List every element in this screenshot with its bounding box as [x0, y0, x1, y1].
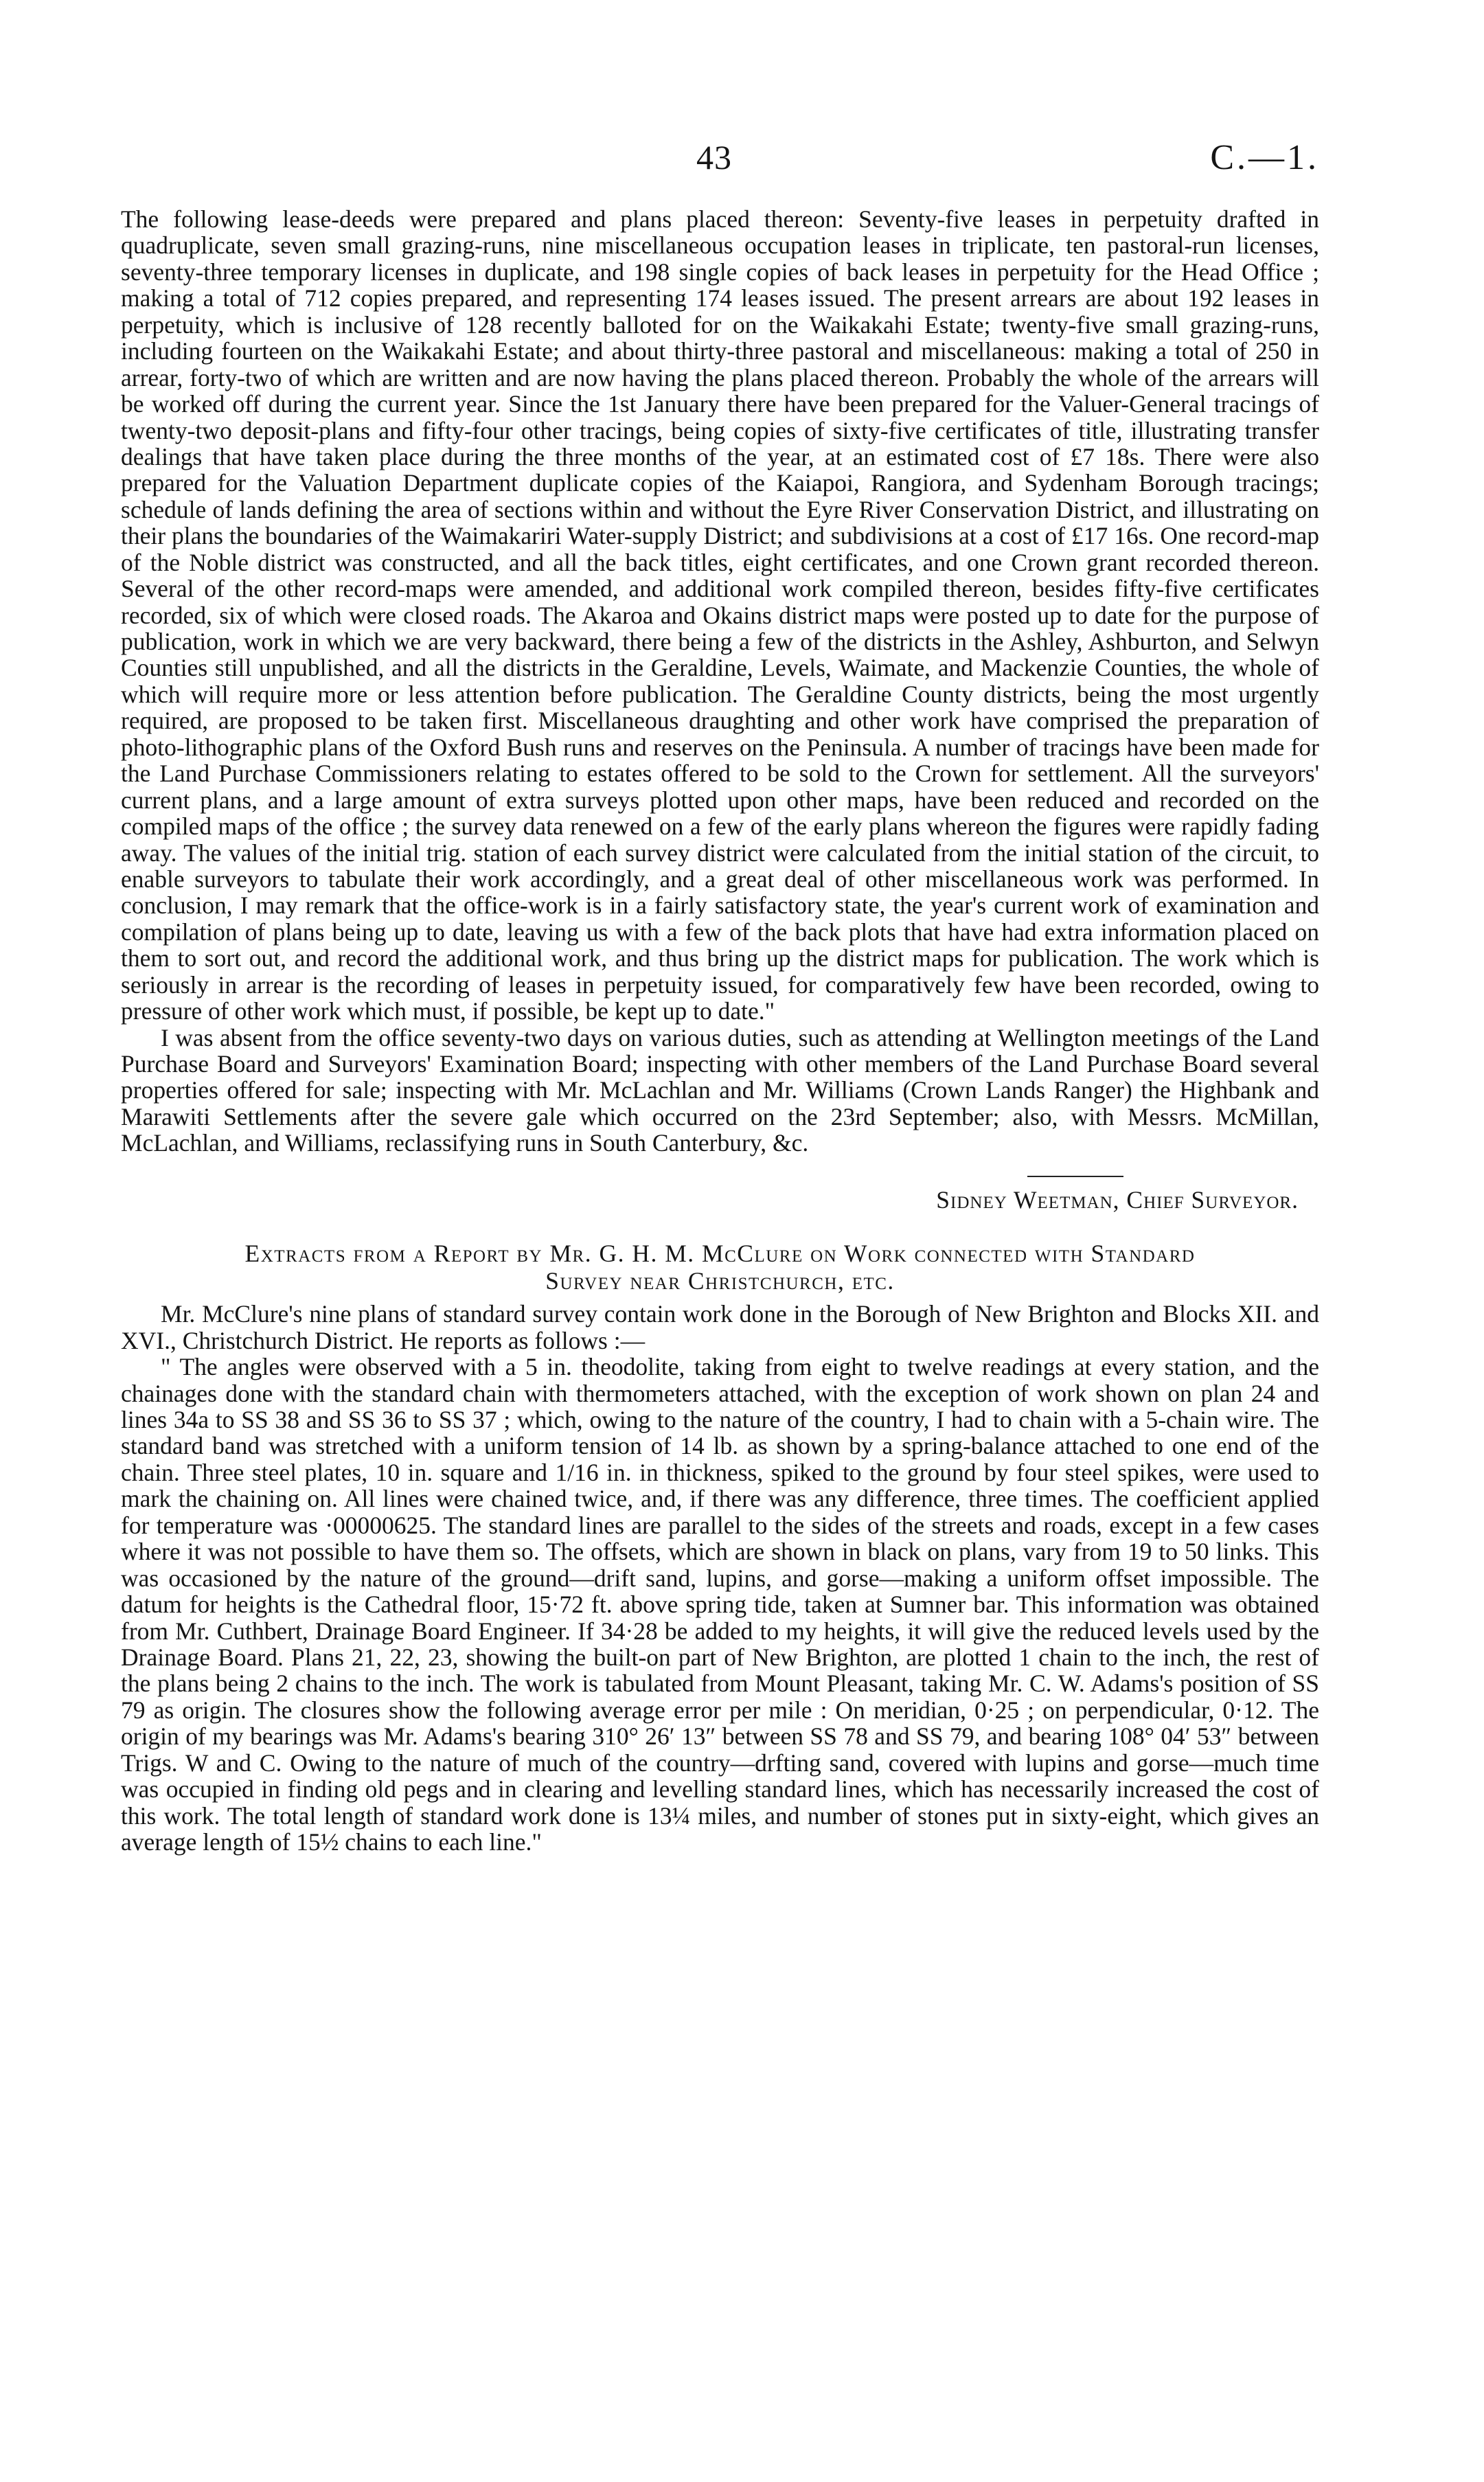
signature-rule-line [121, 1161, 1319, 1187]
horizontal-rule [1027, 1176, 1123, 1177]
signature: Sidney Weetman, Chief Surveyor. [936, 1186, 1299, 1214]
paragraph-mcclure-report: " The angles were observed with a 5 in. theodolite, taking from eight to twelve readings at every station, and the chainages done with the standard chain with thermometers attached, with the exception of work shown on plan 24 and lines 34a to SS 38 and SS 36 to SS 37 ; which, owing to the nature of the country, I had to chain with a 5-chain wire. The standard band was stretched with a uniform tension of 14 lb. as shown by a spring-balance attached to one end of the chain. Three steel plates, 10 in. square and 1/16 in. in thickness, spiked to the ground by four steel spikes, were used to mark the chaining on. All lines were chained twice, and, if there was any difference, three times. The coefficient applied for temperature was ·00000625. The standard lines are parallel to the sides of the streets and roads, except in a few cases where it was not possible to have them so. The offsets, which are shown in black on plans, vary from 19 to 50 links. This was occasioned by the nature of the ground—drift sand, lupins, and gorse—making a uniform offset impossible. The datum for heights is the Cathedral floor, 15·72 ft. above spring tide, taken at Sumner bar. This information was obtained from Mr. Cuthbert, Drainage Board Engineer. If 34·28 be added to my heights, it will give the reduced levels used by the Drainage Board. Plans 21, 22, 23, showing the built-on part of New Brighton, are plotted 1 chain to the inch, the rest of the plans being 2 chains to the inch. The work is tabulated from Mount Pleasant, taking Mr. C. W. Adams's position of SS 79 as origin. The closures show the following average error per mile : On meridian, 0·25 ; on perpendicular, 0·12. The origin of my bearings was Mr. Adams's bearing 310° 26′ 13″ between SS 78 and SS 79, and bearing 108° 04′ 53″ between Trigs. W and C. Owing to the nature of much of the country—drfting sand, covered with lupins and gorse—much time was occupied in finding old pegs and in clearing and levelling standard lines, which has necessarily increased the cost of this work. The total length of standard work done is 13¼ miles, and number of stones put in sixty-eight, which gives an average length of 15½ chains to each line." [121, 1353, 1319, 1856]
section-heading-line-2: Survey near Christchurch, etc. [545, 1267, 895, 1295]
document-body [121, 206, 1319, 1855]
paragraph-lease-deeds: The following lease-deeds were prepared and plans placed thereon: Seventy-five leases in perpetuity drafted in quadruplicate, seven small grazing-runs, nine miscellaneous occupation leases in triplicate, ten pastoral-run licenses, seventy-three temporary licenses in duplicate, and 198 single copies of back leases in perpetuity for the Head Office ; making a total of 712 copies prepared, and representing 174 leases issued. The present arrears are about 192 leases in perpetuity, which is inclusive of 128 recently balloted for on the Waikakahi Estate; twenty-five small grazing-runs, including fourteen on the Waikakahi Estate; and about thirty-three pastoral and miscellaneous: making a total of 250 in arrear, forty-two of which are written and are now having the plans placed thereon. Probably the whole of the arrears will be worked off during the current year. Since the 1st January there have been prepared for the Valuer-General tracings of twenty-two deposit-plans and fifty-four other tracings, being copies of sixty-five certificates of title, illustrating transfer dealings that have taken place during the three months of the year, at an estimated cost of £7 18s. There were also prepared for the Valuation Department duplicate copies of the Kaiapoi, Rangiora, and Sydenham Borough tracings; schedule of lands defining the area of sections within and without the Eyre River Conservation District, and illustrating on their plans the boundaries of the Waimakariri Water-supply District; and subdivisions at a cost of £17 16s. One record-map of the Noble district was constructed, and all the back titles, eight certificates, and one Crown grant recorded thereon. Several of the other record-maps were amended, and additional work compiled thereon, besides fifty-five certificates recorded, six of which were closed roads. The Akaroa and Okains district maps were posted up to date for the purpose of publication, work in which we are very backward, there being a few of the districts in the Ashley, Ashburton, and Selwyn Counties still unpublished, and all the districts in the Geraldine, Levels, Waimate, and Mackenzie Counties, the whole of which will require more or less attention before publication. The Geraldine County districts, being the most urgently required, are proposed to be taken first. Miscellaneous draughting and other work have comprised the preparation of photo-lithographic plans of the Oxford Bush runs and reserves on the Peninsula. A number of tracings have been made for the Land Purchase Commissioners relating to estates offered to be sold to the Crown for settlement. All the surveyors' current plans, and a large amount of extra surveys plotted upon other maps, have been reduced and recorded on the compiled maps of the office ; the survey data renewed on a few of the early plans whereon the figures were rapidly fading away. The values of the initial trig. station of each survey district were calculated from the initial station of the circuit, to enable surveyors to tabulate their work accordingly, and a great deal of other miscellaneous work was performed. In conclusion, I may remark that the office-work is in a fairly satisfactory state, the year's current work of examination and compilation of plans being up to date, leaving us with a few of the back plots that have had extra information placed on them to sort out, and record the additional work, and thus bring up the district maps for publication. The work which is seriously in arrear is the recording of leases in perpetuity issued, for comparatively few have been recorded, owing to pressure of other work which must, if possible, be kept up to date." [121, 205, 1319, 1025]
document-reference: C.—1. [1210, 138, 1319, 177]
section-heading [121, 1240, 1319, 1296]
paragraph-mcclure-intro: Mr. McClure's nine plans of standard survey contain work done in the Borough of New Brighton and Blocks XII. and XVI., Christchurch District. He reports as follows :— [121, 1300, 1319, 1354]
page-number: 43 [696, 138, 732, 177]
paragraph-absence: I was absent from the office seventy-two days on various duties, such as attending at Wellington meetings of the Land Purchase Board and Surveyors' Examination Board; inspecting with other members of the Land Purchase Board several properties offered for sale; inspecting with Mr. McLachlan and Mr. Williams (Crown Lands Ranger) the Highbank and Marawiti Settlements after the severe gale which occurred on the 23rd September; also, with Messrs. McMillan, McLachlan, and Williams, reclassifying runs in South Canterbury, &c. [121, 1023, 1319, 1157]
page-header [121, 137, 1319, 192]
section-heading-line-1: Extracts from a Report by Mr. G. H. M. McClure on Work connected with Standard [244, 1239, 1196, 1267]
